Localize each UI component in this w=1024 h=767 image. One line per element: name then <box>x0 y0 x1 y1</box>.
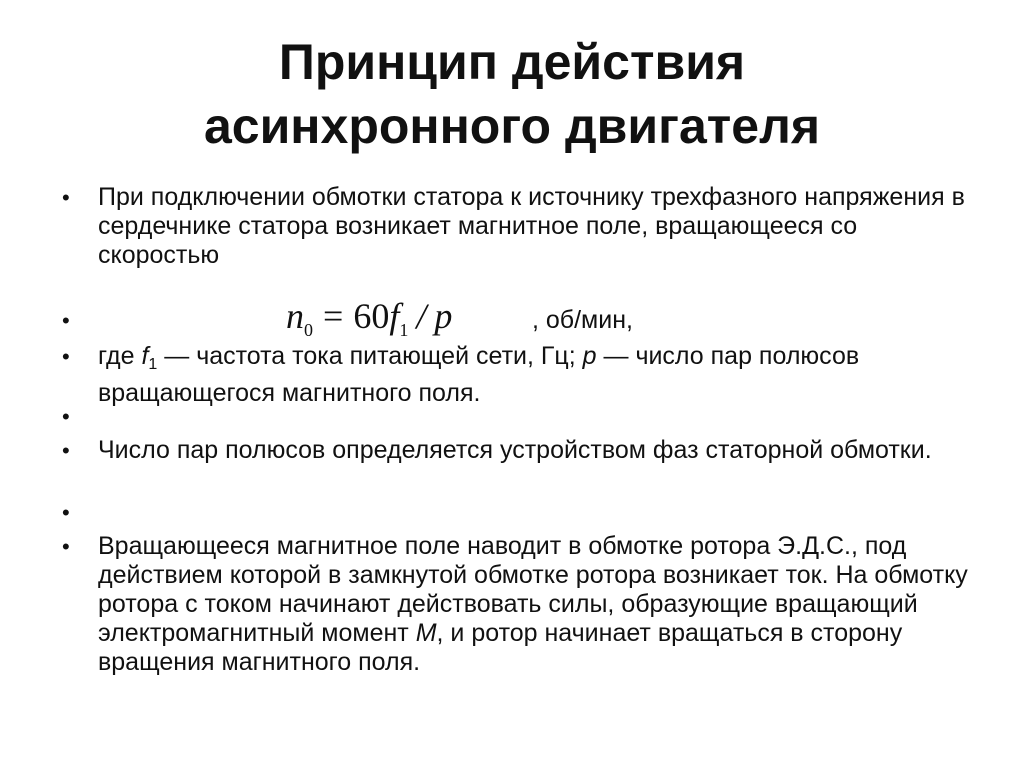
formula-coef: 60 <box>353 296 390 336</box>
title-line-2: асинхронного двигателя <box>203 98 821 154</box>
bullet-marker: • <box>62 534 70 559</box>
rotor-part-1: Вращающееся магнитное поле наводит в обмотке ротора Э.Д.С., под действием которой в замкнутой обмотке ротора возникает ток. На обмотку ротора с током начинают действовать силы, образующие вращающий электромагнитный момент <box>98 532 968 647</box>
def-part-3: — число пар полюсов вращающегося магнитного поля. <box>98 342 860 407</box>
bullet-marker: • <box>62 344 70 369</box>
bullet-text <box>98 532 968 677</box>
bullet-marker: • <box>62 308 70 333</box>
bullet-text <box>98 342 968 408</box>
def-f: f <box>141 342 149 370</box>
title-line-1: Принцип действия <box>278 34 746 90</box>
bullet-text: При подключении обмотки статора к источнику трехфазного напряжения в сердечнике статора возникает магнитное поле, вращающееся со скоростью <box>98 183 965 269</box>
formula-n-sub: 0 <box>304 320 313 341</box>
def-part-1: где <box>98 342 142 370</box>
rotor-m: М <box>415 619 437 647</box>
def-part-2: — частота тока питающей сети, Гц; <box>157 342 583 370</box>
bullet-marker: • <box>62 438 70 463</box>
formula-n: n <box>286 296 304 336</box>
rotor-part-2: , и ротор начинает вращаться в сторону вращения магнитного поля. <box>98 619 903 676</box>
bullet-marker: • <box>62 500 70 525</box>
formula-f: f <box>389 296 400 336</box>
formula-equals: = <box>323 296 344 336</box>
formula-f-sub: 1 <box>399 320 409 341</box>
def-p: p <box>582 342 597 370</box>
formula-unit: , об/мин, <box>532 306 633 334</box>
formula-slash: / <box>416 296 427 336</box>
bullet-marker: • <box>62 404 70 429</box>
bullet-text: Число пар полюсов определяется устройством фаз статорной обмотки. <box>98 436 932 464</box>
def-f-sub: 1 <box>148 356 158 373</box>
bullet-marker: • <box>62 185 70 210</box>
formula-p: p <box>434 296 453 336</box>
